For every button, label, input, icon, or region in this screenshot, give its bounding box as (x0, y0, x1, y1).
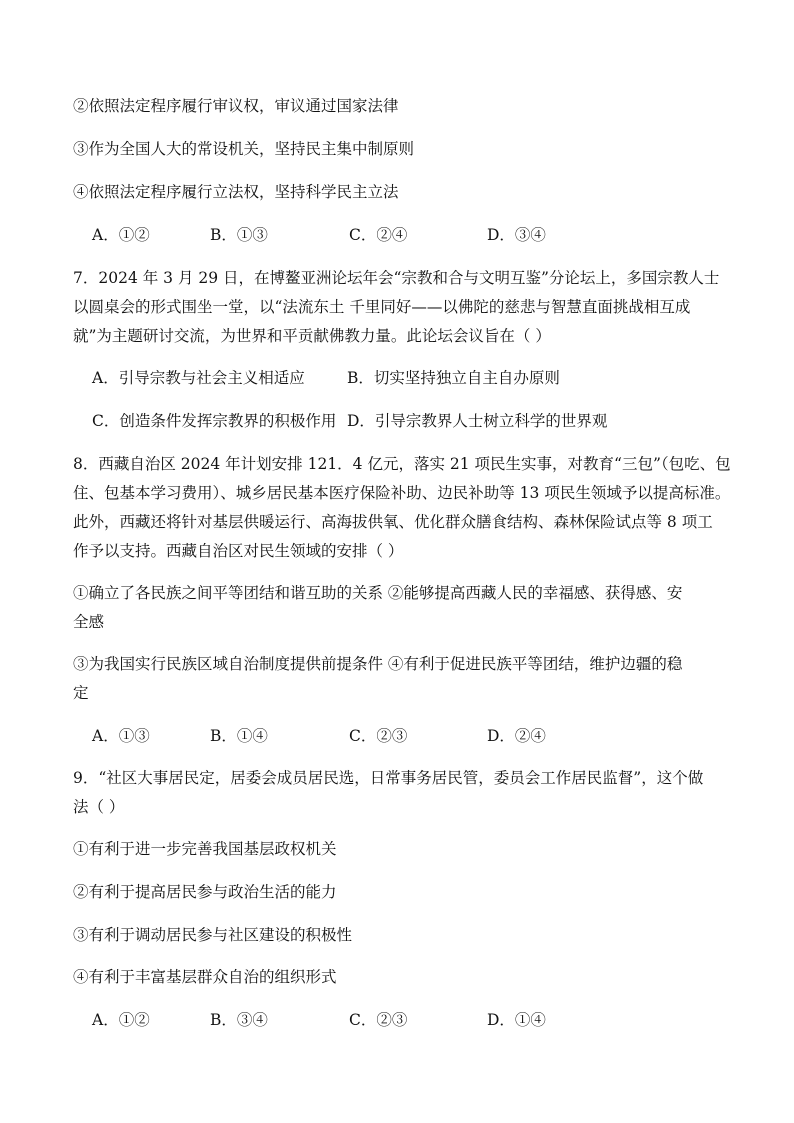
q9-option-3: ③有利于调动居民参与社区建设的积极性 (73, 926, 353, 944)
q6-option-3: ③作为全国人大的常设机关，坚持民主集中制原则 (73, 140, 415, 158)
q6-choice-c: C．②④ (349, 226, 408, 244)
q8-options-1-2-line-1: ①确立了各民族之间平等团结和谐互助的关系 ②能够提高西藏人民的幸福感、获得感、安 (73, 584, 683, 602)
q6-choice-b: B．①③ (210, 226, 268, 244)
q7-stem-line-2: 以圆桌会的形式围坐一堂，以“法流东土 千里同好——以佛陀的慈悲与智慧直面挑战相互成 (73, 298, 691, 316)
q9-option-1: ①有利于进一步完善我国基层政权机关 (73, 840, 337, 858)
q8-options-3-4-line-1: ③为我国实行民族区域自治制度提供前提条件 ④有利于促进民族平等团结，维护边疆的稳 (73, 655, 683, 673)
q8-options-1-2-line-2: 全感 (73, 613, 105, 631)
q8-choice-d: D．②④ (487, 727, 546, 745)
q8-stem-line-1: 8．西藏自治区 2024 年计划安排 121．4 亿元，落实 21 项民生实事，对教育“三包”（包吃、包 (73, 455, 731, 473)
q7-choice-b: B．切实坚持独立自主自办原则 (347, 369, 560, 387)
q9-choice-c: C．②③ (349, 1011, 408, 1029)
q9-stem-line-1: 9．“社区大事居民定，居委会成员居民选，日常事务居民管，委员会工作居民监督”，这个做 (73, 769, 704, 787)
q6-choice-d: D．③④ (487, 226, 546, 244)
q8-choice-b: B．①④ (210, 727, 268, 745)
q9-choice-b: B．③④ (210, 1011, 268, 1029)
q7-choice-a: A．引导宗教与社会主义相适应 (92, 369, 305, 387)
q7-choice-d: D．引导宗教界人士树立科学的世界观 (347, 412, 608, 430)
q7-choice-c: C．创造条件发挥宗教界的积极作用 (92, 412, 337, 430)
q8-stem-line-3: 此外，西藏还将针对基层供暖运行、高海拔供氧、优化群众膳食结构、森林保险试点等 8 项工 (73, 513, 713, 531)
q9-choice-a: A．①② (92, 1011, 150, 1029)
q8-stem-line-4: 作予以支持。西藏自治区对民生领域的安排（ ） (73, 542, 404, 560)
q6-option-4: ④依照法定程序履行立法权，坚持科学民主立法 (73, 183, 399, 201)
q8-choice-c: C．②③ (349, 727, 408, 745)
q6-choice-a: A．①② (92, 226, 150, 244)
q8-stem-line-2: 住、包基本学习费用）、城乡居民基本医疗保险补助、边民补助等 13 项民生领域予以提高标准。 (73, 484, 731, 502)
q7-stem-line-3: 就”为主题研讨交流，为世界和平贡献佛教力量。此论坛会议旨在（ ） (73, 327, 551, 345)
q9-option-4: ④有利于丰富基层群众自治的组织形式 (73, 968, 337, 986)
q6-option-2: ②依照法定程序履行审议权，审议通过国家法律 (73, 97, 399, 115)
q9-stem-line-2: 法（ ） (73, 798, 125, 816)
q8-options-3-4-line-2: 定 (73, 684, 89, 702)
q7-stem-line-1: 7．2024 年 3 月 29 日，在博鳌亚洲论坛年会“宗教和合与文明互鉴”分论坛上，多国宗教人士 (73, 269, 720, 287)
q9-option-2: ②有利于提高居民参与政治生活的能力 (73, 883, 337, 901)
q8-choice-a: A．①③ (92, 727, 150, 745)
q9-choice-d: D．①④ (487, 1011, 546, 1029)
